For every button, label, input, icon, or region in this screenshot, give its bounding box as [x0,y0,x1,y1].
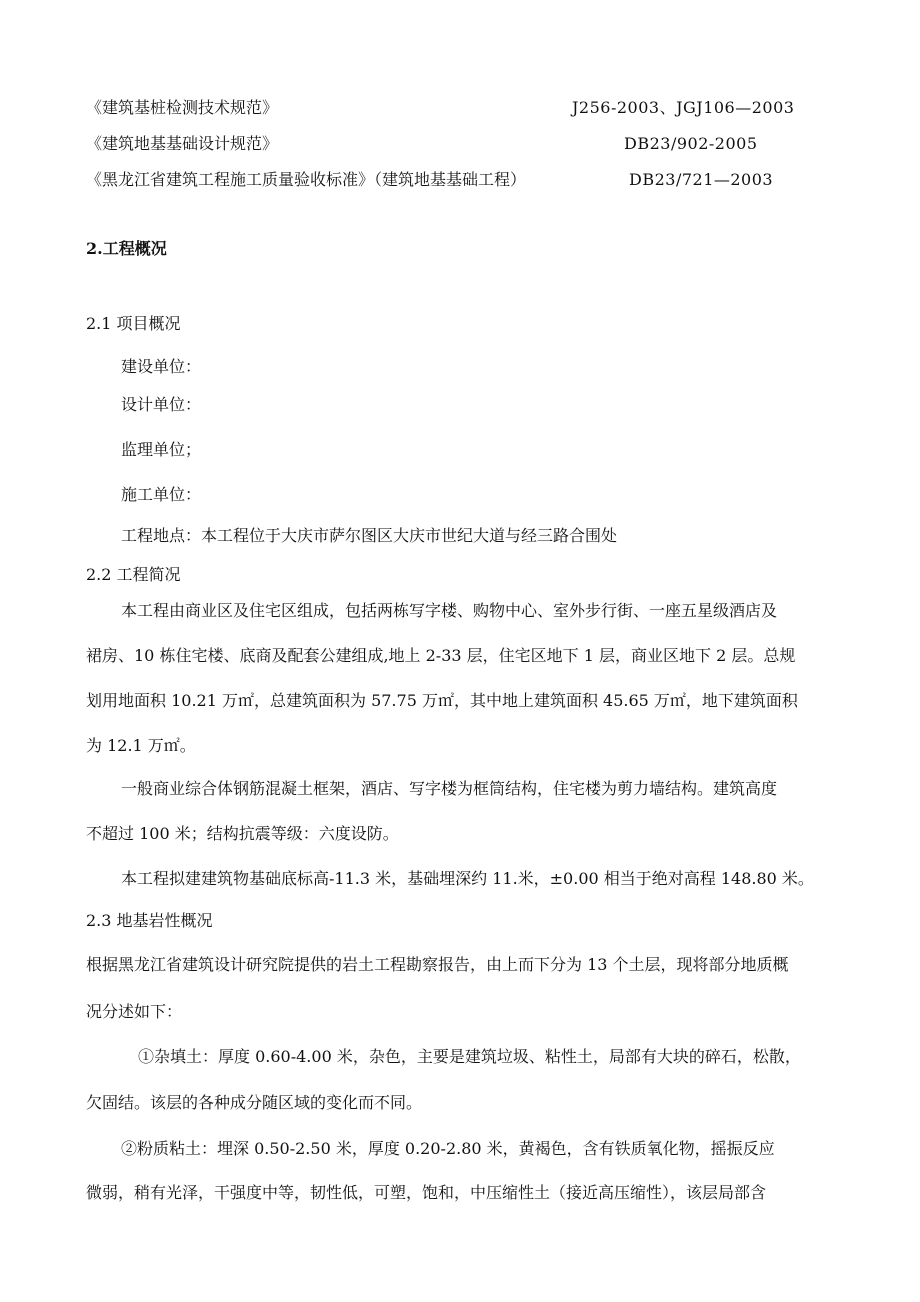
subsection-heading-2-2: 2.2 工程简况 [86,565,181,584]
overview-paragraph-line-1: 本工程由商业区及住宅区组成，包括两栋写字楼、购物中心、室外步行街、一座五星级酒店及 [121,601,778,620]
geology-intro-line-1: 根据黑龙江省建筑设计研究院提供的岩土工程勘察报告，由上而下分为 13 个土层，现将部分地质概 [86,955,789,974]
construction-unit-label: 建设单位： [121,357,202,376]
section-heading: 2.工程概况 [86,239,167,258]
reference-code-2: DB23/902-2005 [624,134,758,153]
supervision-unit-label: 监理单位； [121,440,202,459]
soil-layer-2-line-1: ②粉质粘土：埋深 0.50-2.50 米，厚度 0.20-2.80 米，黄褐色，含有铁质氧化物，摇振反应 [121,1139,775,1158]
project-location: 工程地点：本工程位于大庆市萨尔图区大庆市世纪大道与经三路合围处 [121,526,618,545]
reference-title-3: 《黑龙江省建筑工程施工质量验收标准》（建筑地基基础工程） [86,170,527,189]
subsection-heading-2-1: 2.1 项目概况 [86,314,181,333]
reference-code-3: DB23/721—2003 [629,170,774,189]
soil-layer-1-line-1: ①杂填土：厚度 0.60-4.00 米，杂色，主要是建筑垃圾、粘性土，局部有大块的碎石，松散， [138,1047,801,1066]
reference-code-1: J256-2003、JGJ106—2003 [572,98,795,117]
structure-paragraph-line-2: 不超过 100 米；结构抗震等级：六度设防。 [86,824,399,843]
overview-paragraph-line-2: 裙房、10 栋住宅楼、底商及配套公建组成,地上 2-33 层，住宅区地下 1 层，商业区地下 2 层。总规 [86,646,796,665]
structure-paragraph-line-1: 一般商业综合体钢筋混凝土框架，酒店、写字楼为框筒结构，住宅楼为剪力墙结构。建筑高度 [121,779,778,798]
soil-layer-2-line-2: 微弱，稍有光泽，干强度中等，韧性低，可塑，饱和，中压缩性土（接近高压缩性），该层局部含 [86,1183,767,1202]
subsection-heading-2-3: 2.3 地基岩性概况 [86,911,213,930]
soil-layer-1-line-2: 欠固结。该层的各种成分随区域的变化而不同。 [86,1093,423,1112]
foundation-elevation-paragraph: 本工程拟建建筑物基础底标高-11.3 米，基础埋深约 11.米，±0.00 相当于绝对高程 148.80 米。 [121,869,814,888]
geology-intro-line-2: 况分述如下： [86,1002,183,1021]
contractor-unit-label: 施工单位： [121,485,202,504]
overview-paragraph-line-4: 为 12.1 万㎡。 [86,736,196,755]
reference-title-2: 《建筑地基基础设计规范》 [86,134,279,153]
overview-paragraph-line-3: 划用地面积 10.21 万㎡，总建筑面积为 57.75 万㎡，其中地上建筑面积 45.65 万㎡，地下建筑面积 [86,691,798,710]
reference-title-1: 《建筑基桩检测技术规范》 [86,98,279,117]
design-unit-label: 设计单位： [121,395,202,414]
